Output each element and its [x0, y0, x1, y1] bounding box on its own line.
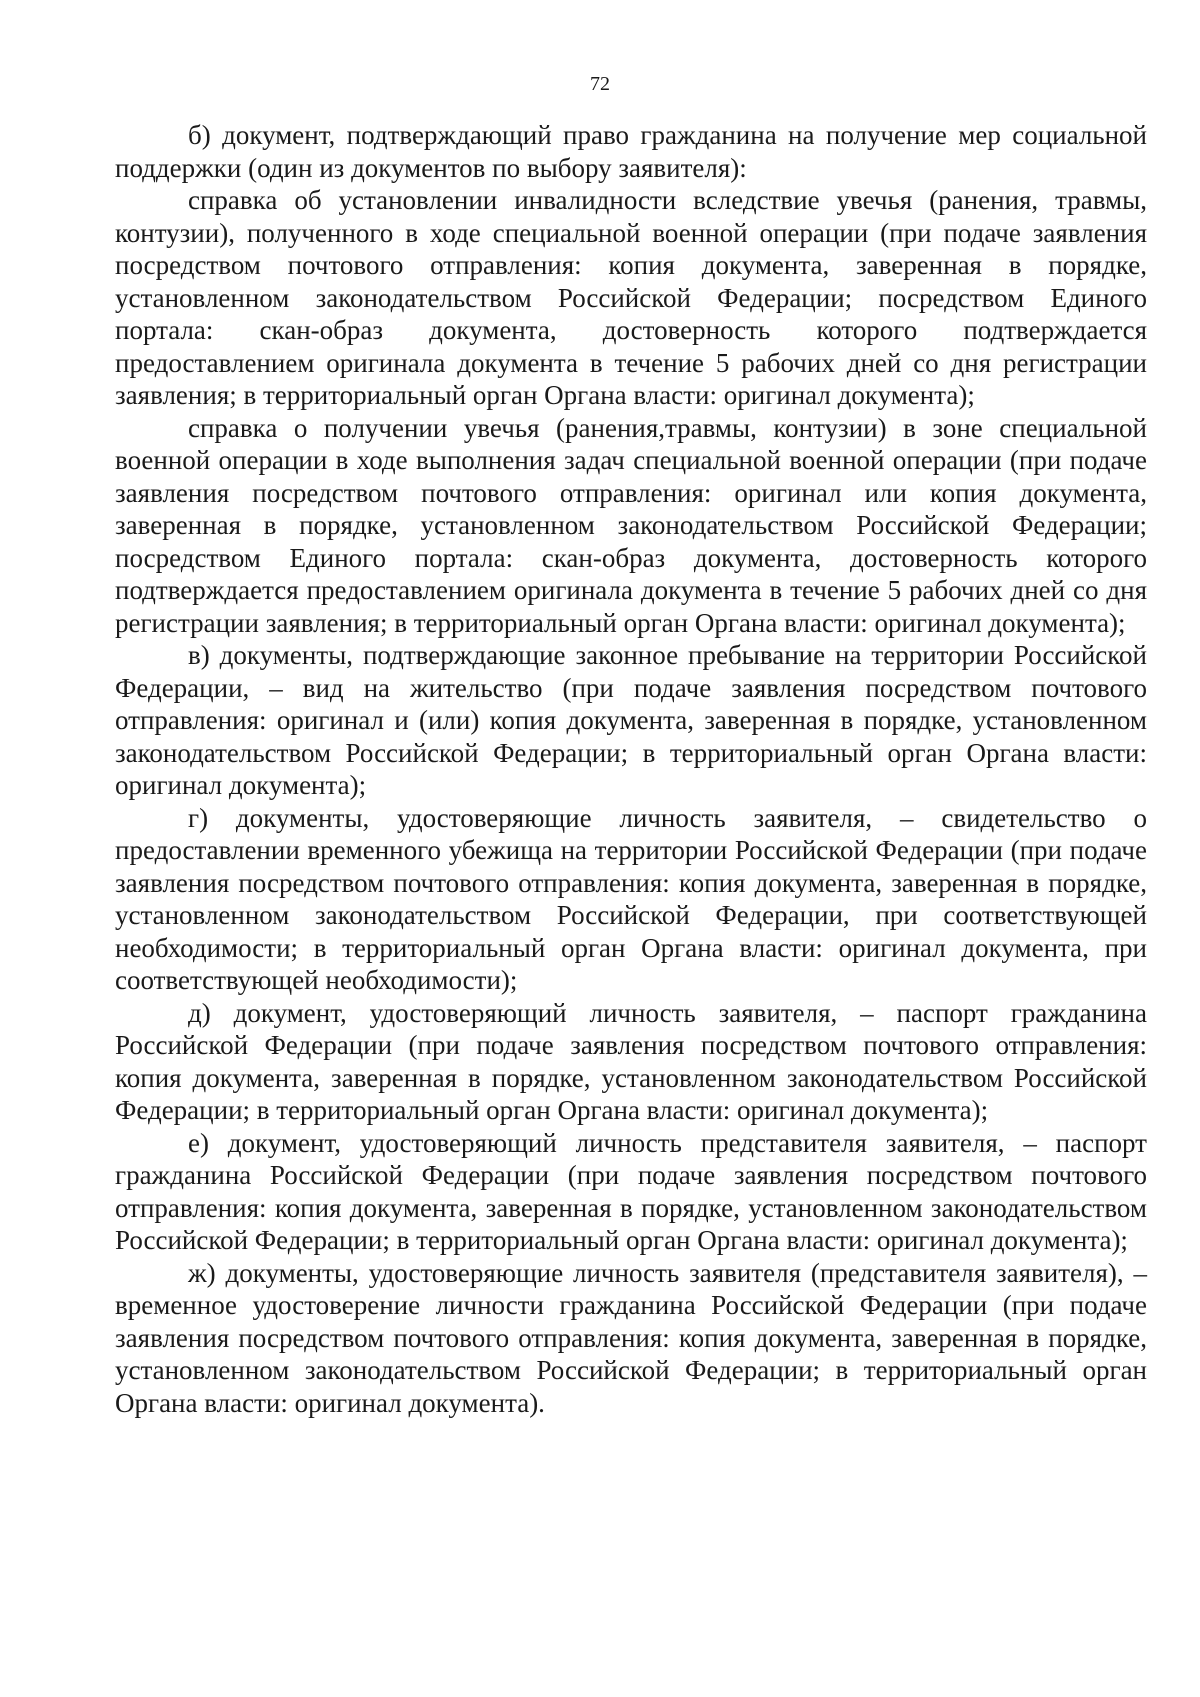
- paragraph-v-residence-permit: в) документы, подтверждающие законное пребывание на территории Российской Федерации, – вид на жительство (при подаче заявления посредством почтового отправления: оригинал и (или) копия документа, заверенная в порядке, установленном законодательством Российской Федерации; в территориальный орган Органа власти: оригинал документа);: [115, 640, 1147, 800]
- paragraph-b-supporting-document: б) документ, подтверждающий право гражданина на получение мер социальной поддержки (один из документов по выбору заявителя):: [115, 120, 1147, 183]
- page-number: 72: [590, 73, 610, 95]
- paragraph-disability-certificate: справка об установлении инвалидности вследствие увечья (ранения, травмы, контузии), полученного в ходе специальной военной операции (при подаче заявления посредством почтового отправления: копия документа, заверенная в порядке, установленном законодательством Российской Федерации; посредством Единого портала: скан-образ документа, достоверность которого подтверждается предоставлением оригинала документа в течение 5 рабочих дней со дня регистрации заявления; в территориальный орган Органа власти: оригинал документа);: [115, 185, 1147, 410]
- paragraph-injury-certificate: справка о получении увечья (ранения,травмы, контузии) в зоне специальной военной операции в ходе выполнения задач специальной военной операции (при подаче заявления посредством почтового отправления: оригинал или копия документа, заверенная в порядке, установленном законодательством Российской Федерации; посредством Единого портала: скан-образ документа, достоверность которого подтверждается предоставлением оригинала документа в течение 5 рабочих дней со дня регистрации заявления; в территориальный орган Органа власти: оригинал документа);: [115, 412, 1147, 638]
- paragraph-g-temporary-asylum: г) документы, удостоверяющие личность заявителя, – свидетельство о предоставлении временного убежища на территории Российской Федерации (при подаче заявления посредством почтового отправления: копия документа, заверенная в порядке, установленном законодательством Российской Федерации, при соответствующей необходимости; в территориальный орган Органа власти: оригинал документа, при соответствующей необходимости);: [115, 802, 1147, 995]
- paragraph-d-applicant-passport: д) документ, удостоверяющий личность заявителя, – паспорт гражданина Российской Федерации (при подаче заявления посредством почтового отправления: копия документа, заверенная в порядке, установленном законодательством Российской Федерации; в территориальный орган Органа власти: оригинал документа);: [115, 997, 1147, 1125]
- document-body: [115, 119, 1147, 1419]
- paragraph-e-representative-passport: е) документ, удостоверяющий личность представителя заявителя, – паспорт гражданина Российской Федерации (при подаче заявления посредством почтового отправления: копия документа, заверенная в порядке, установленном законодательством Российской Федерации; в территориальный орган Органа власти: оригинал документа);: [115, 1127, 1147, 1255]
- paragraph-zh-temporary-id: ж) документы, удостоверяющие личность заявителя (представителя заявителя), – временное удостоверение личности гражданина Российской Федерации (при подаче заявления посредством почтового отправления: копия документа, заверенная в порядке, установленном законодательством Российской Федерации; в территориальный орган Органа власти: оригинал документа).: [115, 1257, 1147, 1418]
